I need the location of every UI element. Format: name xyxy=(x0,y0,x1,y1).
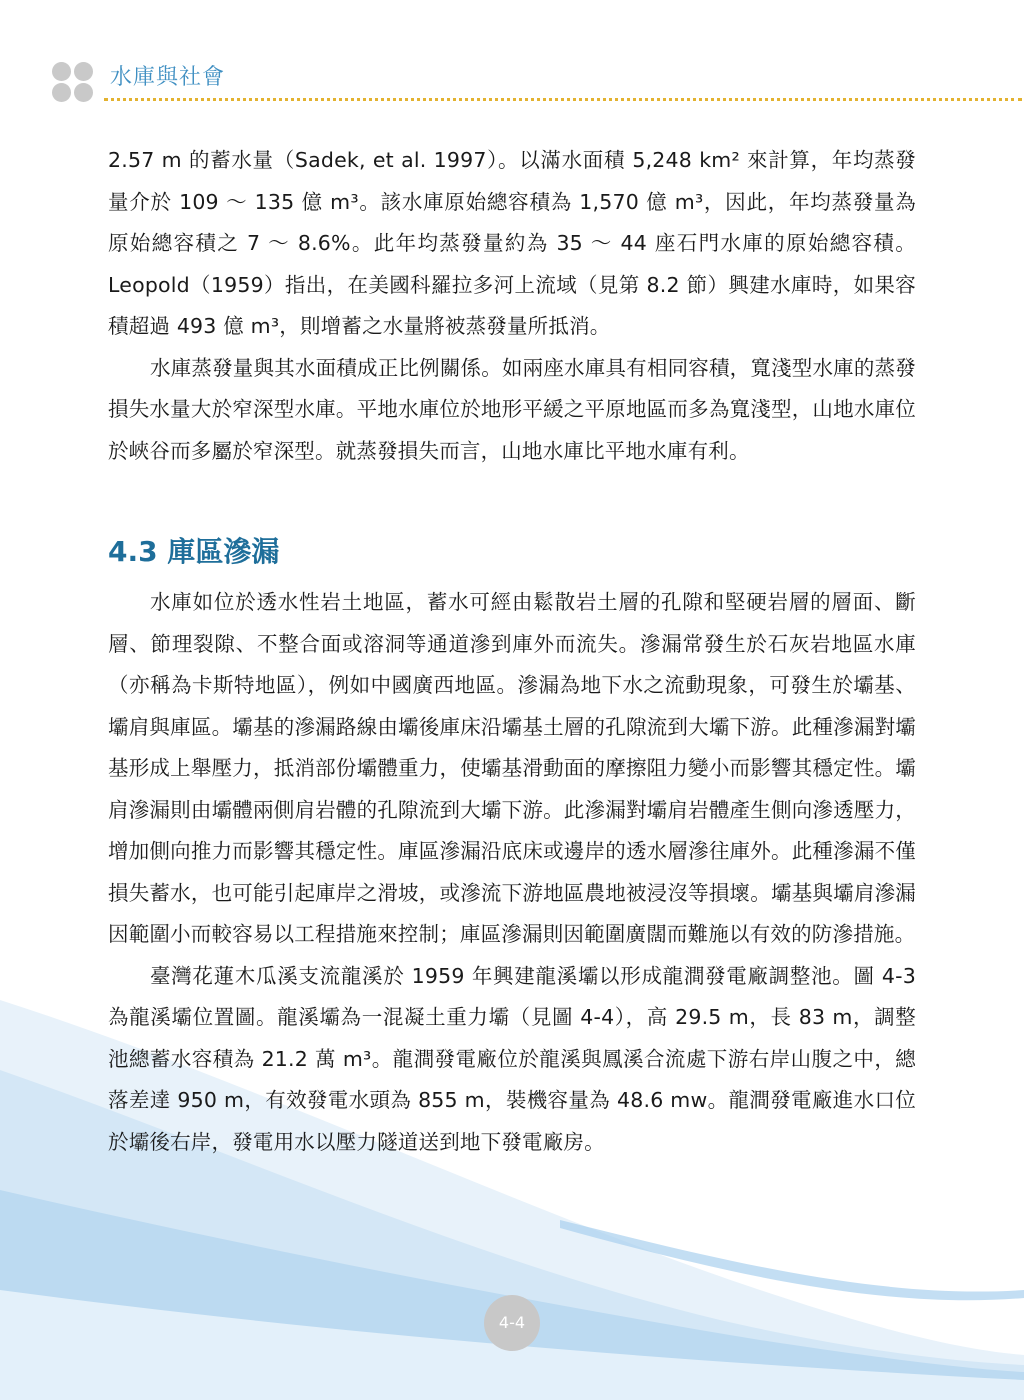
page-number-badge xyxy=(484,1295,540,1351)
paragraph-seepage-1: 水庫如位於透水性岩土地區，蓄水可經由鬆散岩土層的孔隙和堅硬岩層的層面、斷層、節理裂隙、不整合面或溶洞等通道滲到庫外而流失。滲漏常發生於石灰岩地區水庫（亦稱為卡斯特地區），例如中國廣西地區。滲漏為地下水之流動現象，可發生於壩基、壩肩與庫區。壩基的滲漏路線由壩後庫床沿壩基土層的孔隙流到大壩下游。此種滲漏對壩基形成上舉壓力，抵消部份壩體重力，使壩基滑動面的摩擦阻力變小而影響其穩定性。壩肩滲漏則由壩體兩側肩岩體的孔隙流到大壩下游。此滲漏對壩肩岩體產生側向滲透壓力，增加側向推力而影響其穩定性。庫區滲漏沿底床或邊岸的透水層滲往庫外。此種滲漏不僅損失蓄水，也可能引起庫岸之滑坡，或滲流下游地區農地被浸沒等損壞。壩基與壩肩滲漏因範圍小而較容易以工程措施來控制；庫區滲漏則因範圍廣闊而難施以有效的防滲措施。 xyxy=(108,590,916,946)
paragraph-seepage-2: 臺灣花蓮木瓜溪支流龍溪於 1959 年興建龍溪壩以形成龍澗發電廠調整池。圖 4-3 為龍溪壩位置圖。龍溪壩為一混凝土重力壩（見圖 4-4），高 29.5 m，長 83 m，調整池總蓄水容積為 21.2 萬 m³。龍澗發電廠位於龍溪與鳳溪合流處下游右岸山腹之中，總落差達 950 m，有效發電水頭為 855 m，裝機容量為 48.6 mw。龍澗發電廠進水口位於壩後右岸，發電用水以壓力隧道送到地下發電廠房。 xyxy=(108,963,916,1154)
paragraph-evaporation-1: 2.57 m 的蓄水量（Sadek, et al. 1997）。以滿水面積 5,248 km² 來計算，年均蒸發量介於 109 ～ 135 億 m³。該水庫原始總容積為 1,570 億 m³，因此，年均蒸發量為原始總容積之 7 ～ 8.6%。此年均蒸發量約為 35 ～ 44 座石門水庫的原始總容積。Leopold（1959）指出，在美國科羅拉多河上流域（見第 8.2 節）興建水庫時，如果容積超過 493 億 m³，則增蓄之水量將被蒸發量所抵消。 xyxy=(108,148,916,338)
header-dots-icon xyxy=(52,62,96,102)
page-header xyxy=(0,0,1024,110)
page-content xyxy=(108,140,916,1163)
page-number: 4-4 xyxy=(498,1313,526,1332)
section-title: 4.3 庫區滲漏 xyxy=(108,535,280,568)
header-title: 水庫與社會 xyxy=(110,65,226,90)
header-divider xyxy=(104,98,1022,101)
paragraph-evaporation-2: 水庫蒸發量與其水面積成正比例關係。如兩座水庫具有相同容積，寬淺型水庫的蒸發損失水量大於窄深型水庫。平地水庫位於地形平緩之平原地區而多為寬淺型，山地水庫位於峽谷而多屬於窄深型。就蒸發損失而言，山地水庫比平地水庫有利。 xyxy=(108,355,916,463)
